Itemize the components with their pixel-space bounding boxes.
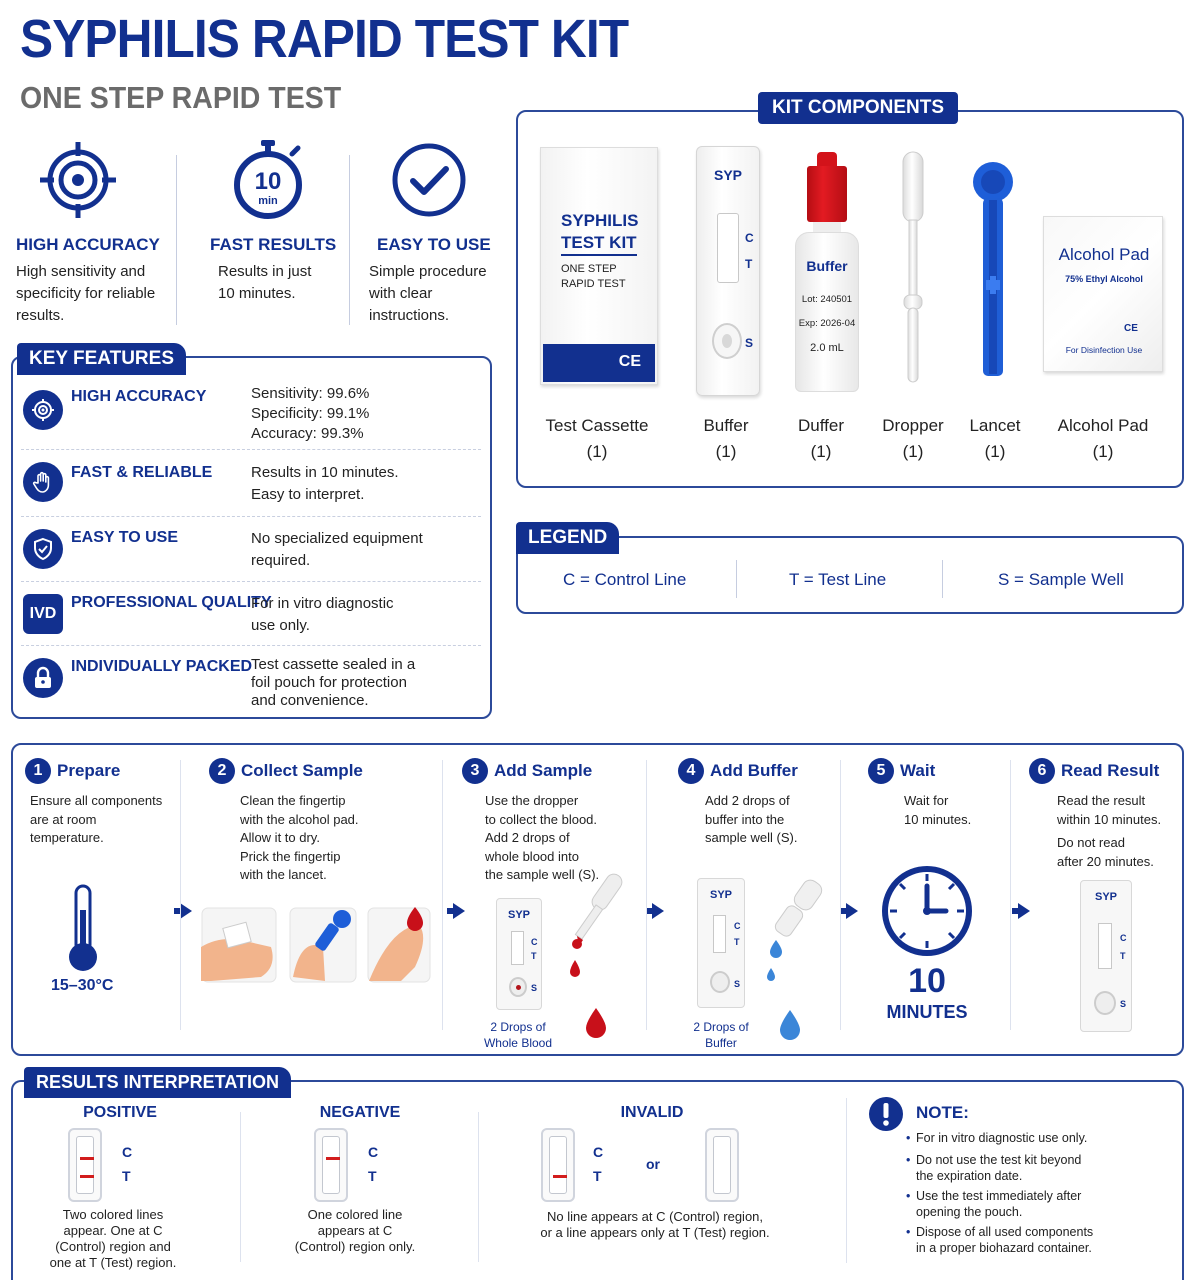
legend-heading: LEGEND [516, 522, 619, 554]
volume: 2.0 mL [810, 342, 844, 354]
test-marker: T [593, 1168, 602, 1184]
control-marker: C [122, 1144, 133, 1160]
arrow-right-icon [846, 903, 858, 919]
lot-number: Lot: 240501 [801, 294, 853, 305]
step-text: Read the result within 10 minutes. Do not read after 20 minutes. [1057, 793, 1162, 869]
top-feature-accuracy [16, 140, 176, 327]
key-feature-text: Test cassette sealed in a foil pouch for protection and convenience. [251, 656, 416, 709]
key-feature-text: For in vitro diagnostic use only. [251, 595, 394, 634]
temperature-range: 15–30°C [51, 977, 114, 994]
alcohol-pad [1043, 216, 1163, 372]
divider [646, 760, 647, 1030]
component-label: Test Cassette (1) [545, 416, 649, 461]
svg-text:min: min [258, 195, 278, 207]
step-caption: 2 Drops of Whole Blood [483, 1020, 553, 1050]
divider [240, 1112, 241, 1262]
expiry-date: Exp: 2026-04 [798, 318, 856, 329]
negative-cassette [314, 1128, 348, 1202]
clock-icon [880, 864, 974, 958]
key-feature-name: FAST & RELIABLE [71, 464, 213, 481]
divider [478, 1112, 479, 1262]
note-item: • Dispose of all used components in a proper biohazard container. [916, 1224, 1093, 1256]
page-title: SYPHILIS RAPID TEST KIT [20, 9, 629, 69]
control-marker: C [368, 1144, 379, 1160]
step-caption: 2 Drops of Buffer [693, 1020, 749, 1050]
control-marker: C [593, 1144, 604, 1160]
alcohol-pad-foot: For Disinfection Use [1065, 345, 1143, 355]
test-marker: T [368, 1168, 377, 1184]
invalid-cassette-blank [705, 1128, 739, 1202]
alcohol-pad-label: Alcohol Pad [1058, 245, 1150, 264]
note-title: NOTE: [916, 1103, 969, 1122]
key-feature-row [21, 517, 481, 582]
key-feature-text: Sensitivity: 99.6% Specificity: 99.1% Accuracy: 99.3% [251, 385, 370, 442]
key-feature-text: Results in 10 minutes. Easy to interpret. [251, 464, 399, 503]
arrow-right-icon [453, 903, 465, 919]
or-label: or [646, 1156, 660, 1172]
key-feature-row [21, 646, 481, 716]
invalid-cassette [541, 1128, 575, 1202]
key-feature-name: HIGH ACCURACY [71, 388, 207, 405]
step-text: Use the dropper to collect the blood. Add 2 drops of whole blood into the sample well (S). [485, 793, 600, 882]
key-feature-name: INDIVIDUALLY PACKED [71, 658, 253, 675]
negative-title: NEGATIVE [319, 1104, 401, 1121]
divider [176, 155, 177, 325]
divider [349, 155, 350, 325]
wait-number: 10 [908, 962, 946, 1000]
component-label: Alcohol Pad (1) [1057, 416, 1149, 461]
top-feature-easy [369, 140, 509, 327]
divider [1010, 760, 1011, 1030]
test-pouch [540, 147, 658, 385]
cassette-window [717, 213, 739, 283]
key-feature-row [21, 380, 481, 450]
legend-item: C = Control Line [563, 570, 687, 589]
arrow-right-icon [180, 903, 192, 919]
note-item: • Do not use the test kit beyond the expiration date. [916, 1152, 1081, 1184]
divider [840, 760, 841, 1030]
lancet-icon [968, 160, 1018, 380]
lock-icon [23, 658, 63, 698]
alcohol-pad-sub: 75% Ethyl Alcohol [1065, 274, 1143, 284]
test-cassette: SYP C T S [496, 898, 542, 1010]
check-circle-icon [389, 140, 469, 220]
top-feature-title: HIGH ACCURACY [16, 235, 160, 254]
bottle-label: Buffer [806, 258, 848, 274]
arrow-right-icon [652, 903, 664, 919]
dropper-icon [898, 150, 928, 390]
step-text: Wait for 10 minutes. [904, 793, 972, 827]
step-title: 1 Prepare [25, 758, 120, 784]
legend-item: S = Sample Well [998, 570, 1124, 589]
test-marker: T [122, 1168, 131, 1184]
test-marker: T [745, 257, 753, 271]
exclamation-icon [868, 1096, 904, 1132]
divider [846, 1098, 847, 1263]
top-feature-text: High sensitivity and specificity for reliable results. [16, 263, 156, 324]
top-feature-title: EASY TO USE [377, 235, 491, 254]
invalid-text: No line appears at C (Control) region, or a line appears only at T (Test) region. [540, 1209, 770, 1240]
test-cassette: SYP C T S [697, 878, 745, 1008]
hand-icon [23, 462, 63, 502]
step-text: Clean the fingertip with the alcohol pad. Allow it to dry. Prick the fingertip with the lancet. [240, 793, 359, 882]
sample-marker: S [745, 336, 754, 350]
key-feature-name: PROFESSIONAL QUALITY [71, 594, 272, 611]
step-text: Ensure all components are at room temperature. [30, 793, 163, 845]
buffer-bottle [795, 152, 859, 392]
invalid-title: INVALID [620, 1104, 684, 1121]
key-feature-row [21, 582, 481, 646]
target-icon [38, 140, 118, 220]
blood-dropper-icon [563, 868, 637, 1040]
positive-cassette [68, 1128, 102, 1202]
wait-unit: MINUTES [886, 1002, 968, 1022]
component-label: Lancet (1) [969, 416, 1021, 461]
collect-sample-illustration [201, 907, 431, 983]
kit-components-heading: KIT COMPONENTS [758, 92, 958, 124]
top-feature-fast [210, 140, 370, 305]
key-features-panel [11, 356, 492, 719]
results-heading: RESULTS INTERPRETATION [24, 1067, 291, 1098]
thermometer-icon [66, 884, 100, 974]
ivd-icon: IVD [23, 594, 63, 634]
control-marker: C [745, 231, 754, 245]
test-cassette [696, 146, 760, 396]
note-item: • For in vitro diagnostic use only. [916, 1130, 1087, 1146]
divider [942, 560, 943, 598]
divider [442, 760, 443, 1030]
pouch-title: SYPHILIS [561, 211, 639, 230]
component-label: Dropper (1) [882, 416, 944, 461]
step-title: 3 Add Sample [462, 758, 592, 784]
step-title: 5 Wait [868, 758, 935, 784]
component-label: Duffer (1) [798, 416, 844, 461]
pouch-subtitle: ONE STEP [561, 263, 617, 275]
key-feature-name: EASY TO USE [71, 529, 178, 546]
ce-mark: CE [618, 353, 641, 370]
sample-well [712, 323, 742, 359]
step-text: Add 2 drops of buffer into the sample well (S). [705, 793, 798, 845]
step-title: 4 Add Buffer [678, 758, 798, 784]
legend-item: T = Test Line [789, 570, 887, 589]
stopwatch-icon [228, 140, 308, 220]
positive-title: POSITIVE [83, 1104, 157, 1121]
pouch-title: TEST KIT [561, 233, 637, 252]
key-feature-text: No specialized equipment required. [251, 530, 423, 569]
step-title: 6 Read Result [1029, 758, 1159, 784]
test-cassette: SYP C T S [1080, 880, 1132, 1032]
shield-check-icon [23, 529, 63, 569]
buffer-dropper-icon [762, 876, 828, 1040]
ce-mark: CE [1124, 323, 1138, 334]
negative-text: One colored line appears at C (Control) region only. [294, 1207, 416, 1254]
target-icon [23, 390, 63, 430]
note-item: • Use the test immediately after opening the pouch. [916, 1188, 1081, 1220]
cassette-label: SYP [713, 167, 742, 183]
component-label: Buffer (1) [703, 416, 749, 461]
arrow-right-icon [1018, 903, 1030, 919]
pouch-subtitle: RAPID TEST [561, 278, 626, 290]
divider [736, 560, 737, 598]
key-feature-row [21, 450, 481, 517]
positive-text: Two colored lines appear. One at C (Control) region and one at T (Test) region. [49, 1207, 177, 1270]
svg-text:10: 10 [254, 168, 282, 195]
key-features-heading: KEY FEATURES [17, 343, 186, 375]
top-feature-text: Simple procedure with clear instructions. [369, 263, 487, 324]
step-title: 2 Collect Sample [209, 758, 363, 784]
pouch-band [543, 344, 655, 382]
top-feature-title: FAST RESULTS [210, 235, 337, 254]
top-feature-text: Results in just 10 minutes. [218, 263, 312, 302]
page-subtitle: ONE STEP RAPID TEST [20, 80, 342, 115]
divider [180, 760, 181, 1030]
